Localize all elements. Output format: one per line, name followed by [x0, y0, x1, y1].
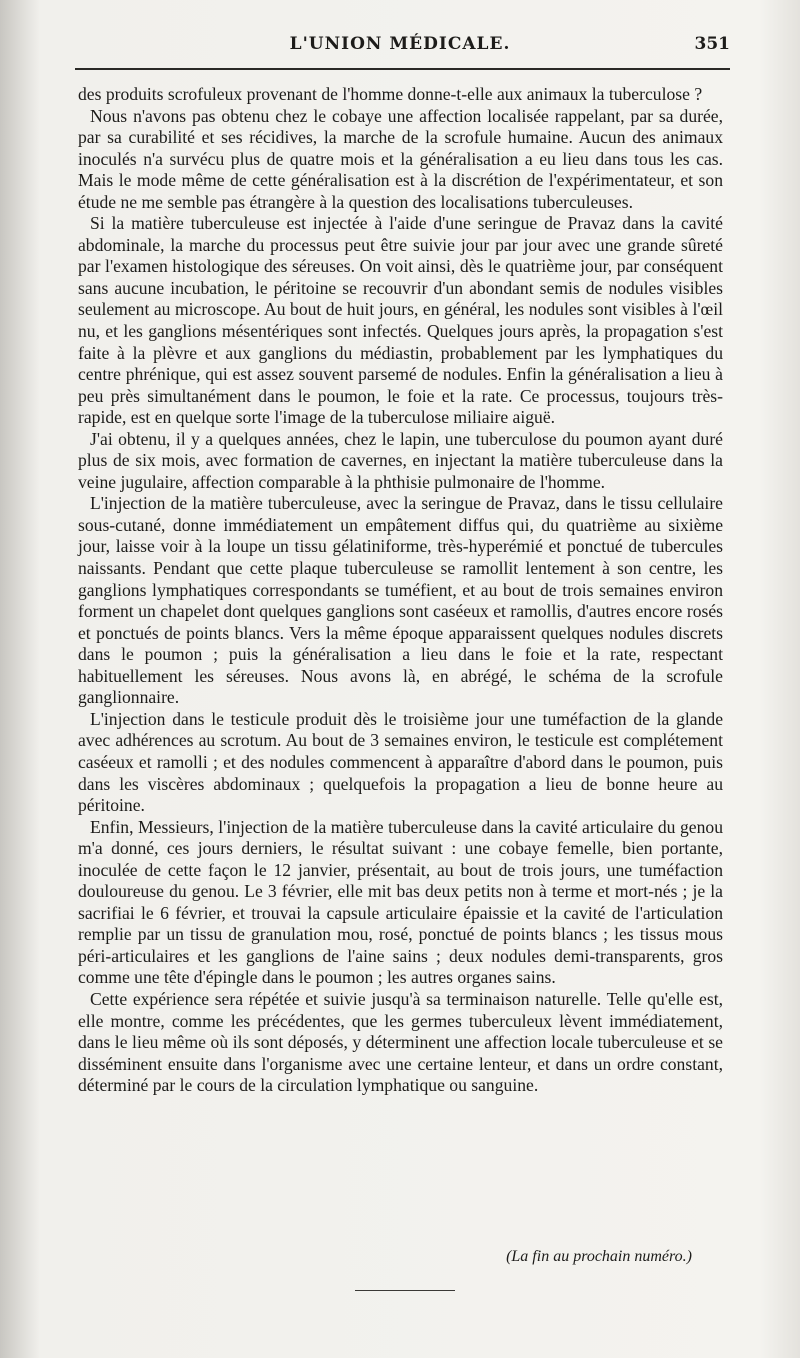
paragraph: Si la matière tuberculeuse est injectée à l'aide d'une seringue de Pravaz dans la cavité abdominale, la marche du processus peut être suivie jour par jour avec une grande sûreté par l'examen histologique des séreuses. On voit ainsi, dès le quatrième jour, par conséquent sans aucune incubation, le péritoine se recouvrir d'un abondant semis de nodules visibles seulement au microscope. Au bout de huit jours, en général, les nodules sont visibles à l'œil nu, et les ganglions mésentériques sont infectés. Quelques jours après, la propagation s'est faite à la plèvre et aux ganglions du médiastin, probablement par les lymphatiques du centre phrénique, qui est assez souvent parsemé de nodules. Enfin la généralisation a lieu à peu près simultanément dans le poumon, le foie et la rate. Ce processus, toujours très-rapide, est en quelque sorte l'image de la tuberculose miliaire aiguë.: [78, 213, 723, 428]
header-rule: [75, 68, 730, 70]
running-title: L'UNION MÉDICALE.: [289, 34, 511, 54]
paragraph: des produits scrofuleux provenant de l'homme donne-t-elle aux animaux la tuberculose ?: [78, 84, 703, 104]
page-number: 351: [694, 34, 730, 54]
paragraph: L'injection dans le testicule produit dès le troisième jour une tuméfaction de la glande avec adhérences au scrotum. Au bout de 3 semaines environ, le testicule est complétement caséeux et ramolli ; et des nodules commencent à apparaître d'abord dans le poumon, puis dans les viscères abdominaux ; quelquefois la propagation a lieu de bonne heure au péritoine.: [78, 708, 723, 816]
page-header: [70, 34, 730, 64]
footer-rule: [355, 1290, 455, 1291]
paragraph: J'ai obtenu, il y a quelques années, chez le lapin, une tuberculose du poumon ayant duré plus de six mois, avec formation de cavernes, en injectant la matière tuberculeuse dans la veine jugulaire, affection comparable à la phthisie pulmonaire de l'homme.: [78, 428, 723, 492]
paragraph: Cette expérience sera répétée et suivie jusqu'à sa terminaison naturelle. Telle qu'elle est, elle montre, comme les précédentes, que les germes tuberculeux lèvent immédiatement, dans le lieu même où ils sont déposés, y déterminent une affection locale tuberculeuse et se disséminent ensuite dans l'organisme avec une certaine lenteur, et dans un ordre constant, déterminé par le cours de la circulation lymphatique ou sanguine.: [78, 988, 723, 1096]
article-body: [78, 84, 723, 1097]
paragraph: L'injection de la matière tuberculeuse, avec la seringue de Pravaz, dans le tissu cellulaire sous-cutané, donne immédiatement un empâtement diffus qui, du quatrième au sixième jour, laisse voir à la loupe un tissu gélatiniforme, très-hyperémié et ponctué de tubercules naissants. Pendant que cette plaque tuberculeuse se ramollit lentement à son centre, les ganglions lymphatiques correspondants se tuméfient, et au bout de trois semaines environ forment un chapelet dont quelques ganglions sont caséeux et ramollis, d'autres encore rosés et ponctués de points blancs. Vers la même époque apparaissent quelques nodules discrets dans le poumon ; puis la généralisation a lieu dans le foie et la rate, respectant habituellement les séreuses. Nous avons là, en abrégé, le schéma de la scrofule ganglionnaire.: [78, 493, 723, 708]
paragraph: Enfin, Messieurs, l'injection de la matière tuberculeuse dans la cavité articulaire du genou m'a donné, ces jours derniers, le résultat suivant : une cobaye femelle, bien portante, inoculée de cette façon le 12 janvier, présentait, au bout de trois jours, une tuméfaction douloureuse du genou. Le 3 février, elle mit bas deux petits non à terme et mort-nés ; je la sacrifiai le 6 février, et trouvai la capsule articulaire épaissie et la cavité de l'articulation remplie par un tissu de granulation mou, rosé, ponctué de points blancs ; les tissus mous péri-articulaires et les ganglions de l'aine sains ; deux nodules demi-transparents, gros comme une tête d'épingle dans le poumon ; les autres organes sains.: [78, 816, 723, 988]
continued-note: (La fin au prochain numéro.): [506, 1248, 692, 1265]
paragraph: Nous n'avons pas obtenu chez le cobaye une affection localisée rappelant, par sa durée, par sa curabilité et ses récidives, la marche de la scrofule humaine. Aucun des animaux inoculés n'a survécu plus de quatre mois et la généralisation a eu lieu dans tous les cas. Mais le mode même de cette généralisation est à la discrétion de l'expérimentateur, et son étude ne me semble pas étrangère à la question des localisations tuberculeuses.: [78, 105, 723, 212]
